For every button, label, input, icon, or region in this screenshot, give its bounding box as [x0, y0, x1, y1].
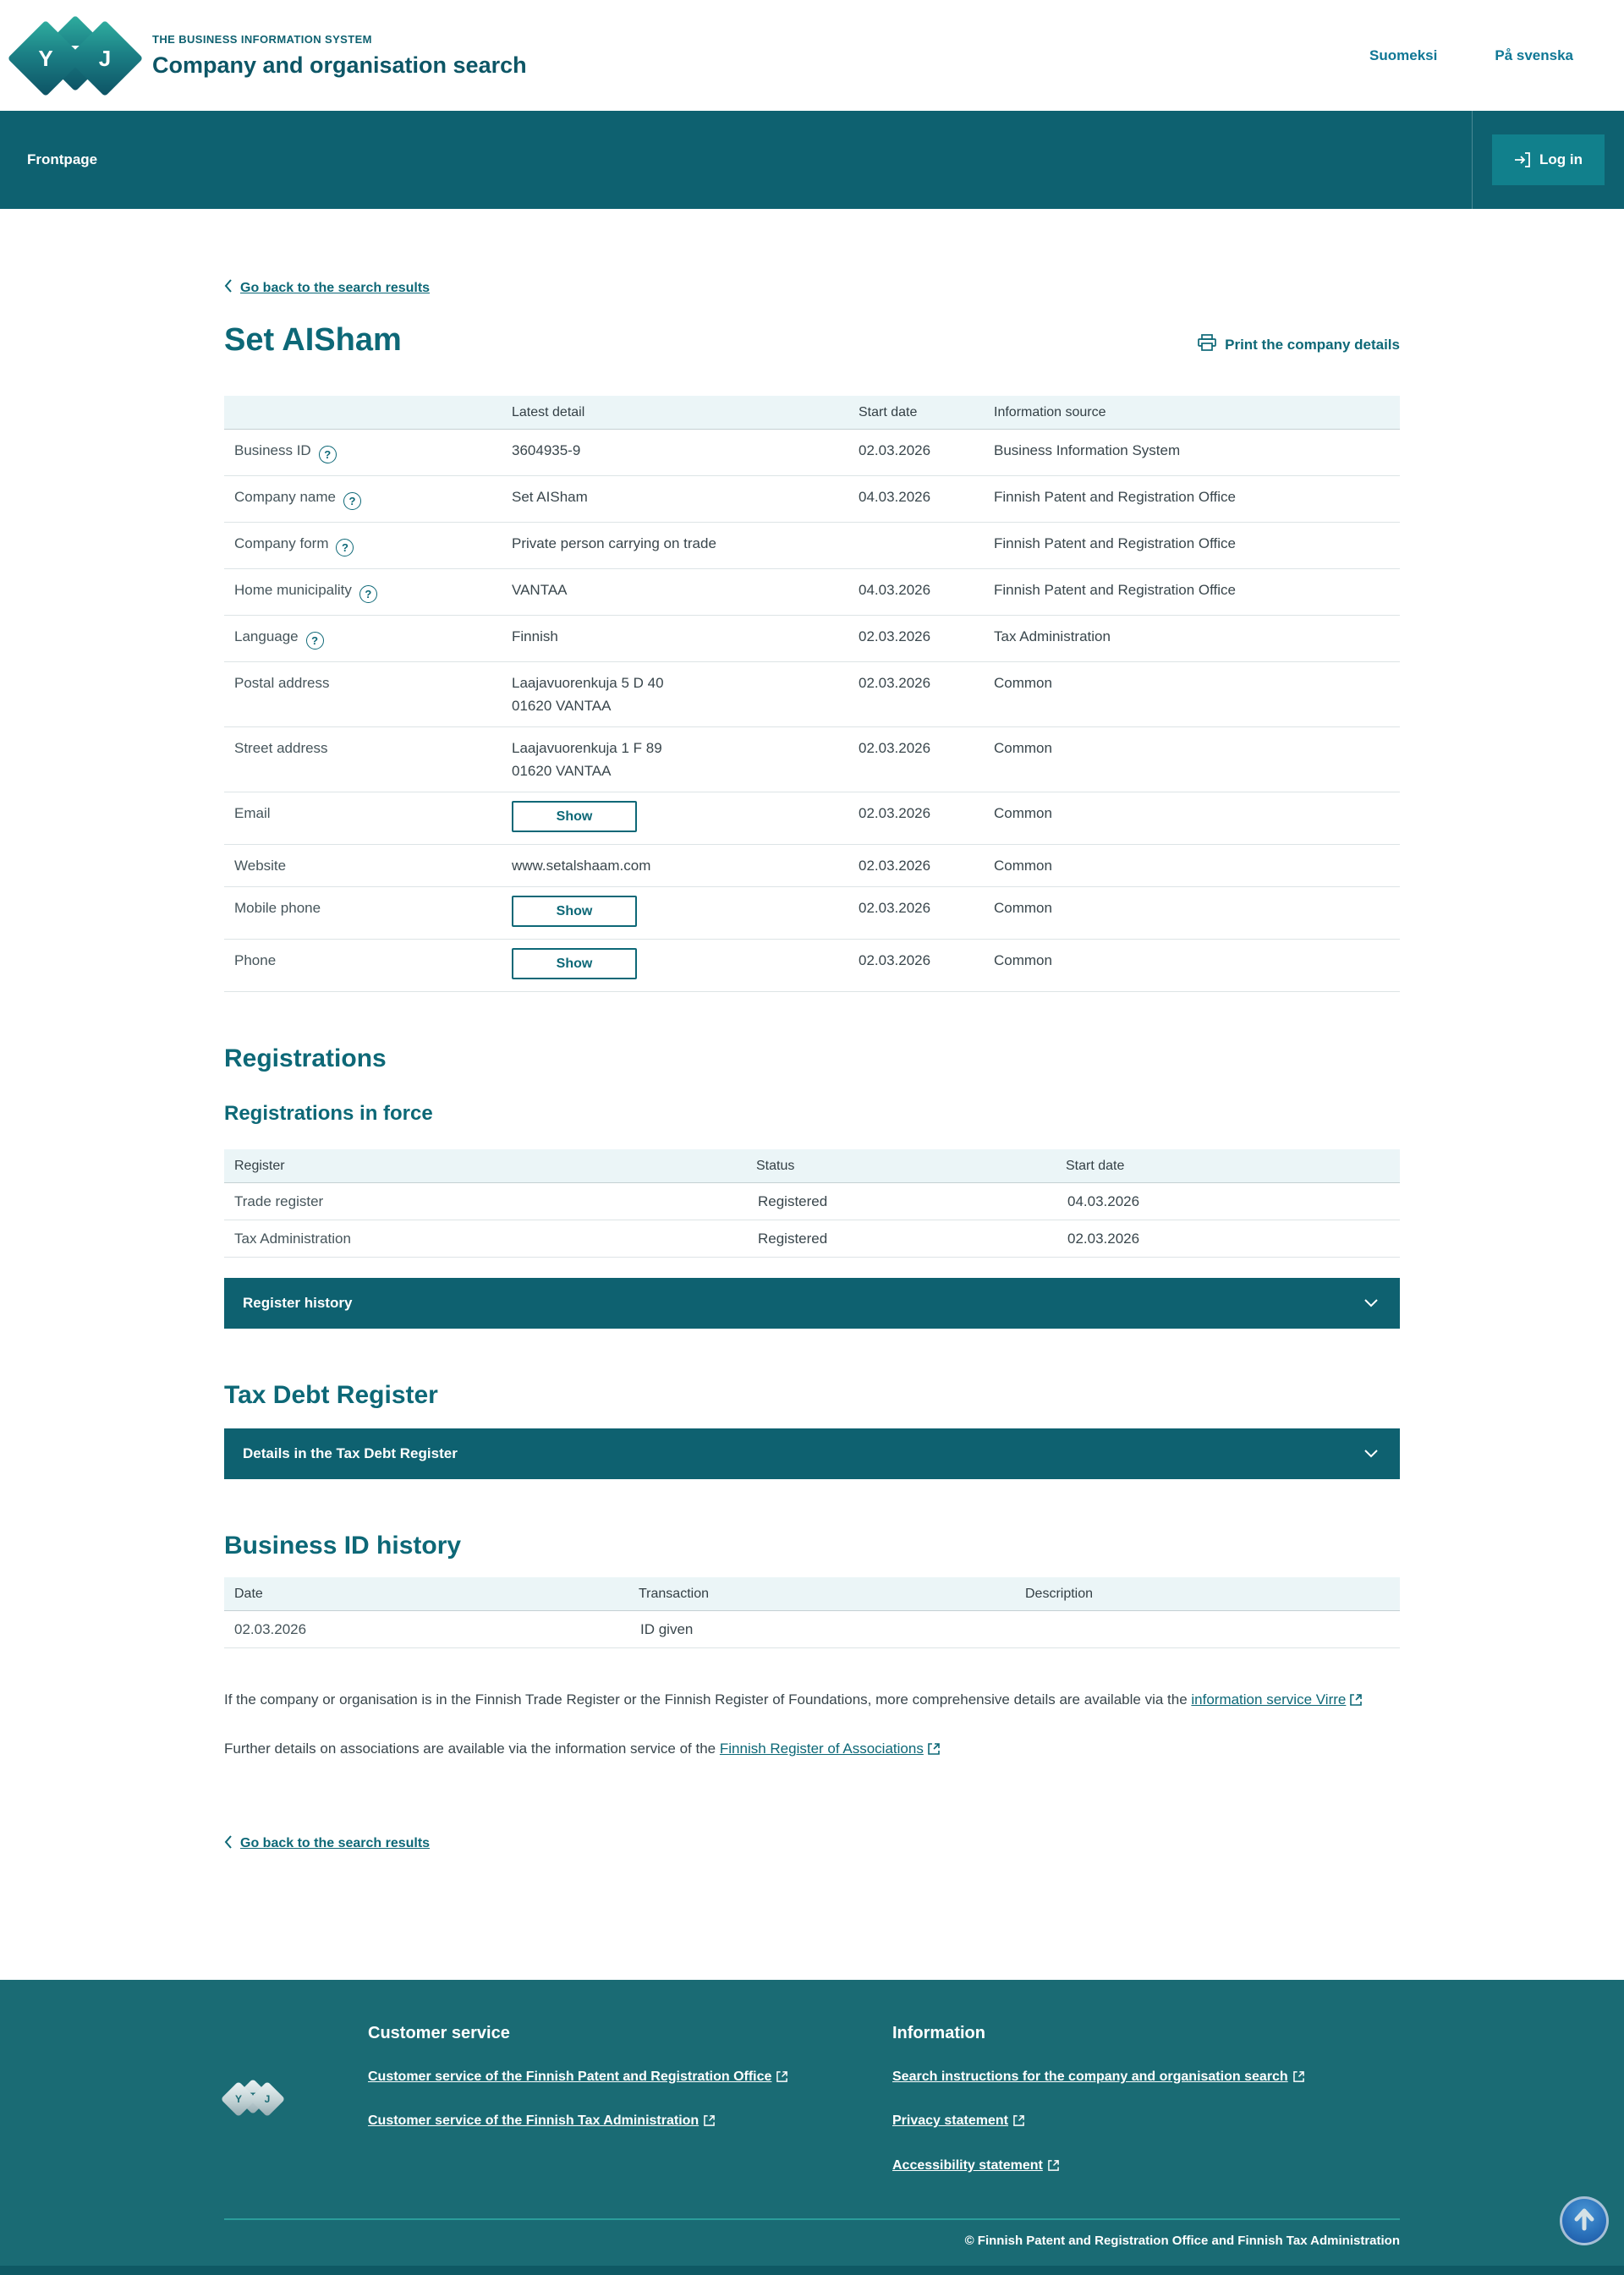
app-title: Company and organisation search — [152, 52, 527, 78]
table-header-row — [224, 1149, 1400, 1183]
chevron-left-icon — [224, 1835, 233, 1853]
help-icon[interactable]: ? — [359, 585, 377, 603]
row-label-text: Postal address — [234, 675, 330, 691]
logo-diamond-j — [67, 19, 144, 96]
site-footer — [0, 1980, 1624, 2267]
row-value — [503, 940, 850, 992]
footer-link-item — [892, 2065, 1341, 2091]
customer-service-links — [368, 2065, 816, 2136]
registrations-title: Registrations — [224, 1044, 387, 1072]
external-link-icon — [776, 2071, 787, 2086]
row-value — [503, 662, 850, 727]
logo-diamond-j — [250, 2080, 285, 2116]
row-information-source: Finnish Patent and Registration Office — [985, 523, 1400, 569]
row-value — [503, 845, 850, 887]
row-label-text: Business ID — [234, 442, 311, 458]
external-link-icon — [1293, 2071, 1304, 2086]
row-label — [224, 845, 503, 887]
row-start-date: 02.03.2026 — [850, 430, 985, 476]
system-name: THE BUSINESS INFORMATION SYSTEM — [152, 32, 372, 46]
table-cell: Trade register — [224, 1183, 748, 1220]
footer-information-column — [892, 2024, 1341, 2199]
row-label — [224, 476, 503, 523]
row-label — [224, 662, 503, 727]
row-information-source: Common — [985, 727, 1400, 792]
table-cell: 02.03.2026 — [224, 1611, 630, 1648]
associations-note — [224, 1738, 1400, 1762]
row-start-date: 02.03.2026 — [850, 662, 985, 727]
footer-link[interactable] — [892, 2069, 1304, 2084]
title-row — [224, 322, 1400, 359]
tax-debt-details-accordion[interactable] — [224, 1428, 1400, 1479]
footer-link-item — [892, 2109, 1341, 2135]
row-information-source: Common — [985, 940, 1400, 992]
tax-debt-register-title: Tax Debt Register — [224, 1381, 438, 1409]
footer-link-label: Accessibility statement — [892, 2158, 1043, 2174]
print-company-details-link[interactable] — [1198, 334, 1400, 359]
footer-link[interactable] — [368, 2069, 787, 2084]
value-line: Private person carrying on trade — [512, 535, 716, 551]
footer-link-label: Privacy statement — [892, 2113, 1008, 2129]
show-button[interactable]: Show — [512, 801, 637, 832]
row-value — [503, 476, 850, 523]
logo-letter-y: Y — [234, 2092, 242, 2105]
value-line: 3604935-9 — [512, 442, 581, 458]
row-start-date: 04.03.2026 — [850, 476, 985, 523]
row-label-text: Language — [234, 628, 299, 644]
footer-link-label: Search instructions for the company and organisation search — [892, 2069, 1288, 2084]
register-history-accordion[interactable] — [224, 1278, 1400, 1329]
row-information-source: Tax Administration — [985, 616, 1400, 662]
external-link-icon — [1013, 2115, 1024, 2130]
footer-link-item — [892, 2154, 1341, 2180]
chevron-down-icon — [1364, 1445, 1378, 1462]
table-cell: Registered — [748, 1220, 1057, 1258]
row-information-source: Common — [985, 887, 1400, 940]
footer-link-label: Customer service of the Finnish Tax Administration — [368, 2113, 700, 2129]
table-row — [224, 727, 1400, 792]
row-value — [503, 523, 850, 569]
table-cell: ID given — [630, 1611, 1017, 1648]
col-header-start-date: Start date — [850, 396, 985, 430]
page-title: Set AISham — [224, 322, 402, 358]
ytj-logo[interactable] — [15, 9, 142, 102]
col-header-information-source: Information source — [985, 396, 1400, 430]
table-row — [224, 430, 1400, 476]
table-row — [224, 662, 1400, 727]
footer-link[interactable] — [368, 2113, 715, 2128]
value-line: VANTAA — [512, 582, 568, 598]
footer-divider — [224, 2218, 1400, 2220]
information-links — [892, 2065, 1341, 2180]
row-start-date: 04.03.2026 — [850, 569, 985, 616]
main-nav — [0, 111, 1624, 209]
footer-customer-service-column — [368, 2024, 816, 2199]
table-row — [224, 569, 1400, 616]
show-button[interactable]: Show — [512, 948, 637, 979]
footer-link[interactable] — [892, 2158, 1059, 2173]
table-header-row — [224, 1577, 1400, 1611]
col-header-description: Description — [1017, 1577, 1400, 1611]
virre-note — [224, 1689, 1400, 1713]
row-information-source: Finnish Patent and Registration Office — [985, 476, 1400, 523]
login-label: Log in — [1539, 151, 1583, 167]
row-information-source: Finnish Patent and Registration Office — [985, 569, 1400, 616]
associations-link-label: Finnish Register of Associations — [719, 1741, 924, 1757]
back-link-label: Go back to the search results — [240, 1836, 431, 1851]
virre-note-text: If the company or organisation is in the Finnish Trade Register or the Finnish Register of Foundations, more comprehensive details are available via the — [224, 1691, 1192, 1708]
col-header-empty — [224, 396, 503, 430]
back-to-results-link-bottom[interactable] — [224, 1835, 430, 1853]
row-start-date: 02.03.2026 — [850, 792, 985, 845]
help-icon[interactable]: ? — [336, 539, 354, 556]
arrow-up-icon — [1573, 2207, 1595, 2234]
logo-letter-j: J — [98, 45, 112, 70]
help-icon[interactable]: ? — [343, 492, 361, 510]
value-line: www.setalshaam.com — [512, 858, 651, 874]
row-label — [224, 616, 503, 662]
associations-note-text: Further details on associations are available via the information service of the — [224, 1741, 720, 1757]
table-row — [224, 1611, 1400, 1648]
col-header-start-date: Start date — [1057, 1149, 1400, 1183]
row-value — [503, 569, 850, 616]
table-cell — [1017, 1611, 1400, 1648]
footer-link[interactable] — [892, 2113, 1024, 2128]
value-line: Finnish — [512, 628, 558, 644]
printer-icon — [1198, 334, 1216, 355]
id-history-tbody — [224, 1611, 1400, 1648]
row-label — [224, 727, 503, 792]
business-id-history-table — [224, 1577, 1400, 1648]
row-label — [224, 523, 503, 569]
footer-link-label: Customer service of the Finnish Patent and Registration Office — [368, 2069, 772, 2084]
help-icon[interactable]: ? — [319, 446, 337, 463]
back-link-label: Go back to the search results — [240, 280, 431, 295]
row-value — [503, 727, 850, 792]
ytj-footer-logo — [224, 2075, 302, 2127]
row-label-text: Street address — [234, 740, 328, 756]
row-label-text: Website — [234, 858, 287, 874]
value-line: Laajavuorenkuja 5 D 40 — [512, 675, 664, 691]
row-start-date: 02.03.2026 — [850, 616, 985, 662]
value-line: 01620 VANTAA — [512, 763, 612, 779]
scroll-to-top-button[interactable] — [1560, 2196, 1609, 2245]
row-value — [503, 887, 850, 940]
table-row — [224, 1220, 1400, 1258]
chevron-left-icon — [224, 279, 233, 297]
table-row — [224, 940, 1400, 992]
external-link-icon — [1048, 2160, 1059, 2174]
footer-link-item — [368, 2065, 816, 2091]
row-label-text: Company form — [234, 535, 329, 551]
row-start-date: 02.03.2026 — [850, 887, 985, 940]
table-cell: Tax Administration — [224, 1220, 748, 1258]
row-start-date: 02.03.2026 — [850, 940, 985, 992]
footer-customer-service-heading: Customer service — [368, 2023, 510, 2042]
header-titles — [152, 33, 527, 79]
table-cell: 04.03.2026 — [1057, 1183, 1400, 1220]
row-label — [224, 569, 503, 616]
row-label-text: Phone — [234, 952, 277, 968]
site-header — [0, 0, 1624, 111]
virre-link[interactable] — [1191, 1691, 1362, 1708]
row-label-text: Home municipality — [234, 582, 352, 598]
row-label-text: Company name — [234, 489, 337, 505]
print-link-label: Print the company details — [1225, 336, 1400, 353]
lang-link-finnish[interactable]: Suomeksi — [1369, 47, 1438, 63]
col-header-latest-detail: Latest detail — [503, 396, 850, 430]
col-header-date: Date — [224, 1577, 630, 1611]
col-header-status: Status — [748, 1149, 1057, 1183]
main-content — [224, 209, 1400, 1980]
row-information-source: Business Information System — [985, 430, 1400, 476]
back-to-results-link-top[interactable] — [224, 279, 430, 297]
nav-item-frontpage[interactable]: Frontpage — [27, 151, 98, 167]
login-icon — [1514, 152, 1531, 167]
col-header-transaction: Transaction — [630, 1577, 1017, 1611]
external-link-icon — [1350, 1693, 1362, 1709]
table-cell: 02.03.2026 — [1057, 1220, 1400, 1258]
table-row — [224, 1183, 1400, 1220]
login-button[interactable] — [1492, 134, 1605, 185]
table-row — [224, 887, 1400, 940]
row-label — [224, 887, 503, 940]
row-label — [224, 940, 503, 992]
footer-bottom-strip — [0, 2266, 1624, 2275]
registrations-tbody — [224, 1183, 1400, 1258]
lang-link-swedish[interactable]: På svenska — [1495, 47, 1573, 63]
external-link-icon — [928, 1742, 940, 1758]
logo-letter-y: Y — [38, 45, 53, 70]
company-details-tbody — [224, 430, 1400, 992]
registrations-in-force-title: Registrations in force — [224, 1102, 433, 1125]
row-start-date: 02.03.2026 — [850, 727, 985, 792]
row-information-source: Common — [985, 792, 1400, 845]
table-row — [224, 792, 1400, 845]
row-label — [224, 792, 503, 845]
table-cell: Registered — [748, 1183, 1057, 1220]
table-row — [224, 523, 1400, 569]
row-label — [224, 430, 503, 476]
table-header-row — [224, 396, 1400, 430]
external-link-icon — [704, 2115, 715, 2130]
row-information-source: Common — [985, 845, 1400, 887]
value-line: Set AISham — [512, 489, 588, 505]
row-start-date — [850, 523, 985, 569]
col-header-register: Register — [224, 1149, 748, 1183]
associations-link[interactable] — [720, 1741, 940, 1757]
value-line: Laajavuorenkuja 1 F 89 — [512, 740, 662, 756]
virre-link-label: information service Virre — [1191, 1691, 1347, 1708]
language-switcher — [1369, 47, 1597, 64]
chevron-down-icon — [1364, 1295, 1378, 1312]
table-row — [224, 616, 1400, 662]
row-information-source: Common — [985, 662, 1400, 727]
register-history-label: Register history — [243, 1295, 353, 1311]
row-label-text: Email — [234, 805, 271, 821]
table-row — [224, 845, 1400, 887]
help-icon[interactable]: ? — [306, 632, 324, 650]
row-start-date: 02.03.2026 — [850, 845, 985, 887]
row-value — [503, 430, 850, 476]
value-line: 01620 VANTAA — [512, 698, 612, 714]
table-row — [224, 476, 1400, 523]
row-label-text: Mobile phone — [234, 900, 321, 916]
row-value — [503, 792, 850, 845]
business-id-history-title: Business ID history — [224, 1532, 462, 1560]
footer-link-item — [368, 2109, 816, 2135]
logo-letter-j: J — [264, 2092, 271, 2105]
copyright-text: © Finnish Patent and Registration Office and Finnish Tax Administration — [964, 2233, 1400, 2248]
row-value — [503, 616, 850, 662]
show-button[interactable]: Show — [512, 896, 637, 927]
tax-debt-accordion-label: Details in the Tax Debt Register — [243, 1445, 458, 1461]
company-details-table — [224, 396, 1400, 992]
footer-information-heading: Information — [892, 2023, 985, 2042]
registrations-table — [224, 1149, 1400, 1258]
nav-login-area — [1472, 111, 1624, 209]
